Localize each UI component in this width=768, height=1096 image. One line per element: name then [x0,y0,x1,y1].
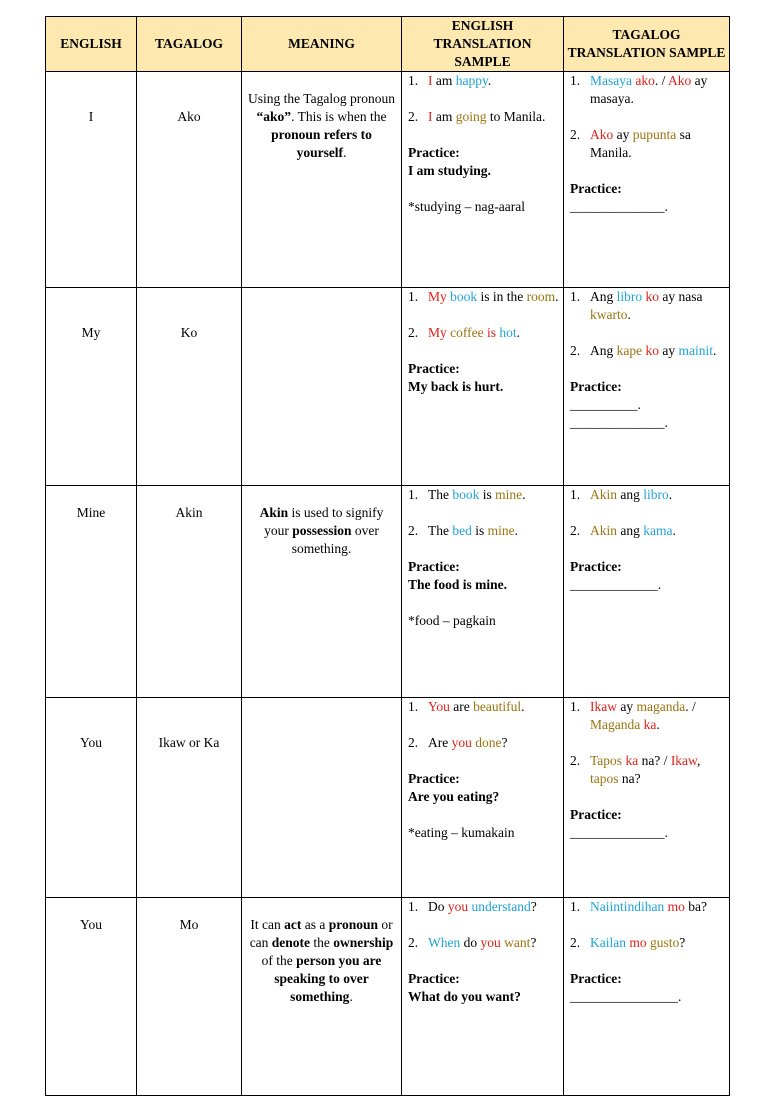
item-text [428,934,559,952]
text-run: . [514,523,519,538]
text-run: to Manila. [486,109,546,124]
practice-label: Practice: [408,559,460,574]
example-item [570,698,725,734]
text-run: pupunta [632,127,677,142]
meaning-cell [242,898,402,1096]
text-run: . [487,73,492,88]
item-number: 2. [408,735,419,750]
text-run: you [480,935,501,950]
text-run: beautiful [473,699,522,714]
header-tagalog: TAGALOG [137,17,242,72]
text-run: book [452,487,480,502]
english-word: Mine [46,486,137,698]
text-run: understand [471,899,531,914]
spacer [570,108,725,126]
tagalog-sample-cell [564,698,730,898]
example-list [570,288,725,378]
text-run: Ang [590,289,617,304]
text-run: mainit [678,343,713,358]
example-list [408,698,559,770]
english-word: I [46,72,137,288]
item-number: 2. [570,127,581,142]
spacer [408,342,559,360]
practice-label: Practice: [408,771,460,786]
text-run: ka [643,717,657,732]
text-run: over something. [291,523,379,556]
practice-text: ______________. [570,825,668,840]
spacer [570,952,725,970]
item-text [428,522,559,540]
text-run: libro [616,289,643,304]
example-list [408,288,559,360]
practice-label: Practice: [570,181,622,196]
text-run: room [526,289,556,304]
item-text [428,288,559,306]
text-run: ka [625,753,639,768]
text-run: ay nasa [659,289,703,304]
text-run: are [449,699,474,714]
english-word: You [46,698,137,898]
text-run: ay [613,127,633,142]
item-text [428,72,559,90]
example-list [570,72,725,180]
text-run: . [672,523,676,538]
spacer [408,952,559,970]
text-run: Ako [590,127,614,142]
text-run: ownership [333,935,394,950]
item-text [590,698,725,734]
text-run: want [504,935,531,950]
item-text [590,752,725,788]
text-run: am [432,109,456,124]
text-run: . / [654,73,668,88]
text-run: My [428,289,447,304]
text-run: Are [428,735,452,750]
practice-text: The food is mine. [408,577,508,592]
text-run: . / [685,699,696,714]
text-run: Ang [590,343,617,358]
text-run: The [428,487,453,502]
text-run: Ikaw [670,753,697,768]
vocab-note: *studying – nag-aaral [408,199,525,214]
text-run: mine [487,523,515,538]
example-item [570,752,725,788]
text-run: ang [617,487,644,502]
text-run: You [428,699,450,714]
text-run: mine [495,487,523,502]
item-number: 1. [570,487,581,502]
text-run: hot [499,325,517,340]
text-run: act [284,917,302,932]
example-list [408,72,559,144]
text-run: ay masaya. [590,73,708,106]
meaning-cell [242,288,402,486]
text-run: kwarto [590,307,628,322]
text-run: coffee [450,325,484,340]
example-item [408,324,559,342]
practice-label: Practice: [570,379,622,394]
tagalog-word: Ko [137,288,242,486]
english-sample-cell [402,486,564,698]
text-run: ay [658,343,679,358]
spacer [570,360,725,378]
tagalog-word: Mo [137,898,242,1096]
text-run: ? [501,735,508,750]
item-number: 1. [408,899,419,914]
practice-text: ________________. [570,989,682,1004]
spacer [408,594,559,612]
text-run: . [668,487,673,502]
text-run: as a [301,917,329,932]
table-row [46,698,730,898]
text-run: . [555,289,559,304]
spacer [570,540,725,558]
tagalog-sample-cell [564,288,730,486]
text-run: When [428,935,461,950]
text-run: ako [635,73,655,88]
practice-text: I am studying. [408,163,491,178]
text-run: Do [428,899,448,914]
table-body [46,72,730,1096]
text-run: done [475,735,502,750]
text-run: sa Manila. [590,127,691,160]
text-run: . [712,343,717,358]
practice-text: _____________. [570,577,662,592]
spacer [570,324,725,342]
text-run: am [432,73,456,88]
text-run: is used to signify your [264,505,384,538]
spacer [408,180,559,198]
text-run: or can [249,917,393,950]
english-word: You [46,898,137,1096]
example-item [570,898,725,916]
text-run: Naiintindihan [590,899,665,914]
spacer [570,788,725,806]
tagalog-sample-cell [564,72,730,288]
practice-label: Practice: [570,971,622,986]
practice-text: ______________. [570,199,668,214]
text-run: person you are speaking to over something [274,953,382,1004]
text-run: ? [530,935,537,950]
item-number: 2. [570,343,581,358]
table-row [46,898,730,1096]
spacer [408,90,559,108]
spacer [408,126,559,144]
example-item [408,934,559,952]
table-row [46,288,730,486]
text-run: ? [679,935,686,950]
text-run: . This is when the [291,109,387,124]
text-run: . [516,325,521,340]
text-run: It can [250,917,285,932]
text-run: ko [645,289,659,304]
example-item [570,342,725,360]
item-text [590,898,725,916]
pronoun-table [45,16,730,1096]
spacer [408,540,559,558]
tagalog-sample-cell [564,898,730,1096]
item-number: 2. [408,935,419,950]
text-run: kama [643,523,673,538]
text-run: Akin [590,487,617,502]
text-run: Masaya [590,73,632,88]
practice-label: Practice: [408,971,460,986]
item-text [590,934,725,952]
item-text [590,72,725,108]
spacer [408,504,559,522]
spacer [570,916,725,934]
example-item [408,486,559,504]
item-number: 1. [570,73,581,88]
text-run: you [451,735,472,750]
english-sample-cell [402,72,564,288]
text-run: maganda [636,699,686,714]
text-run: do [460,935,481,950]
spacer [570,734,725,752]
item-text [590,288,725,324]
text-run: is in the [477,289,527,304]
text-run: na? / [638,753,671,768]
vocab-note: *eating – kumakain [408,825,515,840]
text-run: possession [292,523,352,538]
item-text [428,734,559,752]
text-run: pronoun [328,917,378,932]
text-run: . [349,989,353,1004]
text-run: “ako” [256,109,292,124]
example-list [570,698,725,806]
text-run: Kailan [590,935,626,950]
practice-text: My back is hurt. [408,379,504,394]
text-run: ba? [684,899,707,914]
practice-text: What do you want? [408,989,521,1004]
item-text [428,108,559,126]
text-run: ang [617,523,644,538]
spacer [408,306,559,324]
item-number: 1. [570,899,581,914]
header-row [46,17,730,72]
text-run: The [428,523,453,538]
item-text [428,486,559,504]
example-list [570,486,725,558]
item-number: 1. [408,487,419,502]
english-sample-cell [402,288,564,486]
practice-label: Practice: [570,559,622,574]
item-number: 1. [570,289,581,304]
example-item [570,522,725,540]
text-run: is [487,325,497,340]
text-run: Ako [668,73,692,88]
example-item [408,72,559,90]
text-run: . [627,307,631,322]
meaning-cell [242,72,402,288]
tagalog-word: Akin [137,486,242,698]
vocab-note: *food – pagkain [408,613,496,628]
item-text [590,342,725,360]
item-number: 2. [570,753,581,768]
item-number: 1. [408,289,419,304]
item-text [428,898,559,916]
example-item [570,486,725,504]
example-item [408,898,559,916]
text-run: kape [616,343,643,358]
text-run: mo [629,935,647,950]
text-run: Tapos [590,753,623,768]
practice-label: Practice: [570,807,622,822]
example-item [570,126,725,162]
text-run: going [455,109,487,124]
text-run: tapos [590,771,619,786]
text-run: . [521,699,525,714]
example-list [408,898,559,970]
item-number: 2. [408,523,419,538]
meaning-cell [242,486,402,698]
spacer [408,916,559,934]
item-text [590,522,725,540]
text-run: I [428,73,433,88]
text-run: Maganda [590,717,641,732]
spacer [570,504,725,522]
english-sample-cell [402,698,564,898]
practice-text: Are you eating? [408,789,500,804]
spacer [408,806,559,824]
item-text [428,324,559,342]
text-run: My [428,325,447,340]
text-run: . [343,145,347,160]
text-run: , [696,753,701,768]
text-run: book [450,289,478,304]
practice-text: __________. ______________. [570,397,668,430]
item-number: 2. [570,935,581,950]
tagalog-word: Ako [137,72,242,288]
example-item [570,288,725,324]
english-word: My [46,288,137,486]
header-english-sample: ENGLISH TRANSLATION SAMPLE [402,17,564,72]
table-row [46,72,730,288]
text-run: libro [643,487,669,502]
item-number: 2. [570,523,581,538]
table-row [46,486,730,698]
example-item [408,522,559,540]
text-run: bed [452,523,472,538]
text-run: ? [530,899,537,914]
text-run: Ikaw [590,699,617,714]
text-run: Using the Tagalog pronoun [248,91,395,106]
item-number: 1. [408,699,419,714]
example-item [570,934,725,952]
text-run: . [522,487,526,502]
example-list [570,898,725,970]
text-run: is [479,487,496,502]
header-tagalog-sample: TAGALOG TRANSLATION SAMPLE [564,17,730,72]
item-text [590,126,725,162]
text-run: Akin [259,505,289,520]
item-text [428,698,559,716]
item-number: 2. [408,109,419,124]
example-item [408,698,559,716]
text-run: gusto [650,935,680,950]
practice-label: Practice: [408,361,460,376]
example-list [408,486,559,558]
english-sample-cell [402,898,564,1096]
tagalog-sample-cell [564,486,730,698]
item-text [590,486,725,504]
table-header [46,17,730,72]
text-run: pronoun refers to yourself [271,127,372,160]
header-meaning: MEANING [242,17,402,72]
text-run: Akin [590,523,617,538]
meaning-cell [242,698,402,898]
item-number: 1. [570,699,581,714]
practice-label: Practice: [408,145,460,160]
item-number: 2. [408,325,419,340]
tagalog-word: Ikaw or Ka [137,698,242,898]
text-run: happy [455,73,488,88]
example-item [408,734,559,752]
text-run: denote [271,935,311,950]
example-item [408,288,559,306]
text-run: I [428,109,433,124]
text-run: mo [667,899,685,914]
text-run: the [310,935,334,950]
text-run: of the [261,953,297,968]
text-run: na? [618,771,641,786]
text-run: you [447,899,469,914]
text-run: is [471,523,488,538]
text-run: ay [617,699,637,714]
example-item [570,72,725,108]
header-english: ENGLISH [46,17,137,72]
text-run: . [656,717,660,732]
item-number: 1. [408,73,419,88]
spacer [408,752,559,770]
example-item [408,108,559,126]
text-run: ko [645,343,659,358]
spacer [408,716,559,734]
spacer [570,162,725,180]
